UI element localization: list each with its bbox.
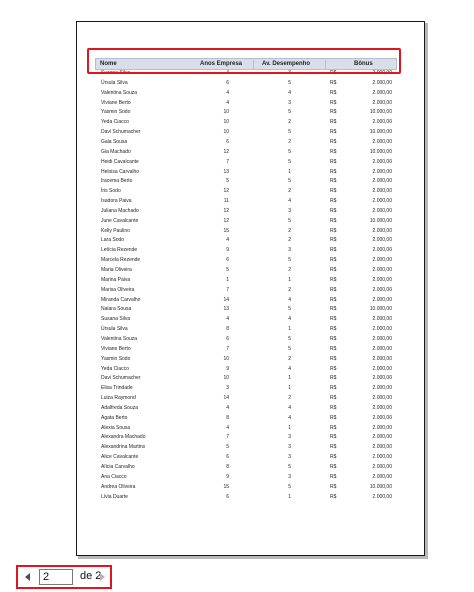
cell-bonus: 2.000,00 [372, 335, 392, 342]
cell-bonus: 2.000,00 [372, 70, 392, 76]
cell-bonus: 2.000,00 [372, 178, 392, 185]
cell-anos-empresa: 10 [223, 355, 229, 362]
cell-currency: R$ [330, 217, 337, 224]
table-row [0, 375, 474, 382]
cell-anos-empresa: 4 [226, 99, 229, 106]
cell-av-desempenho: 3 [288, 444, 291, 451]
cell-anos-empresa: 4 [226, 404, 229, 411]
cell-anos-empresa: 8 [226, 414, 229, 421]
table-row [0, 277, 474, 284]
table-row [0, 139, 474, 146]
cell-nome: Kelly Paulino [101, 227, 130, 234]
cell-anos-empresa: 6 [226, 493, 229, 500]
cell-bonus: 10.000,00 [369, 306, 392, 313]
cell-bonus: 2.000,00 [372, 434, 392, 441]
cell-nome: Alexandrina Martins [101, 444, 146, 451]
cell-currency: R$ [330, 355, 337, 362]
cell-nome: Andrea Oliveira [101, 483, 136, 490]
cell-anos-empresa: 10 [223, 109, 229, 116]
table-row [0, 316, 474, 323]
cell-bonus: 2.000,00 [372, 198, 392, 205]
cell-anos-empresa: 9 [226, 473, 229, 480]
table-row [0, 247, 474, 254]
cell-currency: R$ [330, 119, 337, 126]
cell-currency: R$ [330, 296, 337, 303]
cell-currency: R$ [330, 237, 337, 244]
cell-currency: R$ [330, 306, 337, 313]
cell-bonus: 2.000,00 [372, 158, 392, 165]
cell-currency: R$ [330, 335, 337, 342]
cell-nome: Letícia Rezende [101, 247, 138, 254]
table-row [0, 366, 474, 373]
cell-nome: Lara Sodo [101, 237, 125, 244]
table-row [0, 464, 474, 471]
cell-av-desempenho: 5 [288, 345, 291, 352]
cell-av-desempenho: 2 [288, 138, 291, 145]
cell-av-desempenho: 1 [288, 385, 291, 392]
cell-nome: Gia Machado [101, 148, 131, 155]
cell-nome: Davi Schumacher [101, 129, 141, 136]
cell-bonus: 2.000,00 [372, 355, 392, 362]
table-row [0, 494, 474, 501]
cell-anos-empresa: 14 [223, 296, 229, 303]
cell-av-desempenho: 1 [288, 326, 291, 333]
cell-nome: Alícia Carvalho [101, 464, 135, 470]
cell-bonus: 2.000,00 [372, 375, 392, 382]
cell-bonus: 2.000,00 [372, 79, 392, 86]
cell-av-desempenho: 2 [288, 119, 291, 126]
table-row [0, 385, 474, 392]
cell-bonus: 2.000,00 [372, 99, 392, 106]
cell-bonus: 2.000,00 [372, 119, 392, 126]
cell-currency: R$ [330, 267, 337, 273]
cell-bonus: 2.000,00 [372, 168, 392, 175]
cell-bonus: 2.000,00 [372, 247, 392, 254]
cell-nome: Adalfreda Souza [101, 404, 138, 411]
cell-currency: R$ [330, 70, 337, 76]
cell-nome: Viviane Berto [101, 99, 131, 106]
cell-nome: Alexandra Machado [101, 434, 146, 441]
cell-av-desempenho: 4 [288, 316, 291, 323]
cell-av-desempenho: 3 [288, 473, 291, 480]
cell-anos-empresa: 6 [226, 257, 229, 264]
cell-anos-empresa: 3 [226, 385, 229, 392]
cell-av-desempenho: 3 [288, 99, 291, 106]
cell-anos-empresa: 11 [223, 198, 229, 205]
cell-anos-empresa: 13 [223, 306, 229, 313]
cell-nome: Gala Sousa [101, 138, 128, 145]
cell-av-desempenho: 1 [288, 493, 291, 500]
cell-bonus: 2.000,00 [372, 493, 392, 500]
cell-currency: R$ [330, 345, 337, 352]
cell-currency: R$ [330, 188, 337, 195]
cell-anos-empresa: 14 [223, 395, 229, 402]
cell-bonus: 2.000,00 [372, 404, 392, 411]
cell-av-desempenho: 4 [288, 365, 291, 372]
cell-currency: R$ [330, 434, 337, 441]
cell-bonus: 2.000,00 [372, 227, 392, 234]
cell-av-desempenho: 4 [288, 296, 291, 303]
cell-av-desempenho: 3 [288, 454, 291, 461]
cell-anos-empresa: 7 [226, 345, 229, 352]
cell-anos-empresa: 4 [226, 316, 229, 323]
header-highlight-box [87, 48, 401, 74]
triangle-left-icon[interactable] [24, 572, 32, 582]
cell-nome: Yeda Ciacco [101, 365, 129, 372]
cell-av-desempenho: 4 [288, 414, 291, 421]
table-row [0, 267, 474, 274]
cell-anos-empresa: 4 [226, 89, 229, 96]
table-row [0, 425, 474, 432]
cell-anos-empresa: 7 [226, 434, 229, 441]
cell-anos-empresa: 15 [223, 483, 229, 490]
table-row [0, 395, 474, 402]
cell-av-desempenho: 5 [288, 148, 291, 155]
table-row [0, 198, 474, 205]
cell-av-desempenho: 3 [288, 207, 291, 214]
cell-av-desempenho: 2 [288, 188, 291, 195]
cell-bonus: 2.000,00 [372, 464, 392, 470]
table-row [0, 415, 474, 422]
cell-bonus: 2.000,00 [372, 454, 392, 461]
table-row [0, 119, 474, 126]
cell-currency: R$ [330, 464, 337, 470]
cell-av-desempenho: 2 [288, 267, 291, 273]
cell-nome: Marisa Oliveira [101, 286, 135, 293]
cell-currency: R$ [330, 286, 337, 293]
cell-nome: Marina Paiva [101, 276, 131, 283]
table-row [0, 149, 474, 156]
triangle-right-icon[interactable] [98, 572, 106, 582]
cell-anos-empresa: 5 [226, 178, 229, 185]
table-row [0, 169, 474, 176]
cell-bonus: 2.000,00 [372, 188, 392, 195]
cell-nome: Ana Ciacco [101, 473, 127, 480]
table-row [0, 80, 474, 87]
cell-anos-empresa: 6 [226, 79, 229, 86]
cell-anos-empresa: 12 [223, 188, 229, 195]
cell-bonus: 2.000,00 [372, 257, 392, 264]
cell-anos-empresa: 8 [226, 464, 229, 470]
cell-currency: R$ [330, 178, 337, 185]
table-row [0, 237, 474, 244]
cell-anos-empresa: 4 [226, 424, 229, 431]
cell-nome: Elisa Trindade [101, 385, 133, 392]
cell-currency: R$ [330, 257, 337, 264]
cell-bonus: 2.000,00 [372, 286, 392, 293]
cell-av-desempenho: 5 [288, 335, 291, 342]
cell-currency: R$ [330, 365, 337, 372]
cell-bonus: 10.000,00 [369, 483, 392, 490]
cell-bonus: 2.000,00 [372, 385, 392, 392]
cell-currency: R$ [330, 168, 337, 175]
cell-av-desempenho: 2 [288, 286, 291, 293]
table-row [0, 90, 474, 97]
table-row [0, 346, 474, 353]
cell-av-desempenho: 1 [288, 168, 291, 175]
cell-nome: Ágata Berto [101, 414, 128, 421]
cell-currency: R$ [330, 493, 337, 500]
table-row [0, 326, 474, 333]
cell-nome: Luiza Raymond [101, 395, 136, 402]
table-row [0, 454, 474, 461]
cell-bonus: 2.000,00 [372, 237, 392, 244]
table-row [0, 287, 474, 294]
header-av-desempenho: Av. Desempenho [262, 61, 311, 67]
cell-currency: R$ [330, 109, 337, 116]
cell-av-desempenho: 2 [288, 237, 291, 244]
cell-anos-empresa: 6 [226, 335, 229, 342]
cell-nome: June Cavalcante [101, 217, 139, 224]
cell-currency: R$ [330, 89, 337, 96]
cell-nome: Alice Cavalcante [101, 454, 139, 461]
page-navigator [16, 565, 112, 589]
cell-nome: Marcela Rezende [101, 257, 141, 264]
cell-bonus: 2.000,00 [372, 395, 392, 402]
cell-nome: Alexia Sousa [101, 424, 131, 431]
table-row [0, 356, 474, 363]
cell-nome: Nalara Sousa [101, 306, 132, 313]
header-bonus: Bônus [354, 61, 373, 67]
cell-currency: R$ [330, 326, 337, 333]
cell-av-desempenho: 4 [288, 198, 291, 205]
cell-nome: Davi Schumacher [101, 375, 141, 382]
cell-av-desempenho: 2 [288, 395, 291, 402]
cell-av-desempenho: 5 [288, 129, 291, 136]
cell-av-desempenho: 5 [288, 464, 291, 470]
cell-nome: Maria Oliveira [101, 267, 132, 273]
header-nome: Nome [100, 61, 117, 67]
cell-av-desempenho: 1 [288, 375, 291, 382]
cell-av-desempenho: 2 [288, 355, 291, 362]
cell-av-desempenho: 5 [288, 79, 291, 86]
cell-nome: Úrsula Silva [101, 326, 128, 333]
cell-currency: R$ [330, 158, 337, 165]
cell-anos-empresa: 5 [226, 444, 229, 451]
cell-currency: R$ [330, 79, 337, 86]
cell-currency: R$ [330, 414, 337, 421]
cell-anos-empresa: 12 [223, 217, 229, 224]
cell-av-desempenho: 5 [288, 306, 291, 313]
cell-av-desempenho: 5 [288, 158, 291, 165]
cell-currency: R$ [330, 375, 337, 382]
cell-bonus: 10.000,00 [369, 148, 392, 155]
cell-currency: R$ [330, 424, 337, 431]
cell-bonus: 2.000,00 [372, 276, 392, 283]
table-row [0, 257, 474, 264]
table-row [0, 129, 474, 136]
header-anos-empresa: Anos Empresa [200, 61, 243, 67]
cell-currency: R$ [330, 444, 337, 451]
cell-anos-empresa: 5 [226, 267, 229, 273]
cell-nome: Heidi Cavalcante [101, 158, 139, 165]
cell-bonus: 10.000,00 [369, 109, 392, 116]
page-count-label: de 2 [80, 570, 102, 582]
cell-av-desempenho: 5 [288, 257, 291, 264]
cell-bonus: 10.000,00 [369, 129, 392, 136]
cell-bonus: 2.000,00 [372, 345, 392, 352]
cell-av-desempenho: 3 [288, 434, 291, 441]
cell-nome: Juliana Machado [101, 207, 139, 214]
cell-anos-empresa: 10 [223, 129, 229, 136]
cell-anos-empresa: 15 [223, 227, 229, 234]
cell-currency: R$ [330, 247, 337, 254]
cell-bonus: 2.000,00 [372, 444, 392, 451]
cell-currency: R$ [330, 148, 337, 155]
table-row [0, 434, 474, 441]
table-row [0, 228, 474, 235]
cell-nome: Yasmin Sodo [101, 355, 131, 362]
cell-anos-empresa: 6 [226, 454, 229, 461]
cell-bonus: 2.000,00 [372, 414, 392, 421]
cell-bonus: 2.000,00 [372, 267, 392, 273]
cell-anos-empresa: 8 [226, 326, 229, 333]
table-row [0, 444, 474, 451]
cell-currency: R$ [330, 395, 337, 402]
cell-nome: Miranda Carvalho [101, 296, 141, 303]
cell-currency: R$ [330, 404, 337, 411]
cell-bonus: 2.000,00 [372, 326, 392, 333]
cell-nome: Yasmin Sodo [101, 109, 131, 116]
cell-currency: R$ [330, 385, 337, 392]
cell-currency: R$ [330, 207, 337, 214]
cell-nome: Susana Silva [101, 316, 131, 323]
cell-nome: Íris Sodo [101, 188, 121, 195]
cell-anos-empresa: 12 [223, 148, 229, 155]
cell-currency: R$ [330, 129, 337, 136]
cell-nome: Lívia Duarte [101, 493, 128, 500]
table-row [0, 336, 474, 343]
cell-nome: Viviane Berto [101, 345, 131, 352]
cell-bonus: 2.000,00 [372, 89, 392, 96]
cell-av-desempenho: 4 [288, 404, 291, 411]
table-row [0, 474, 474, 481]
cell-nome: Suzana Silva [101, 70, 131, 76]
cell-currency: R$ [330, 276, 337, 283]
table-row [0, 109, 474, 116]
cell-bonus: 2.000,00 [372, 473, 392, 480]
table-row [0, 297, 474, 304]
cell-av-desempenho: 5 [288, 483, 291, 490]
table-row [0, 188, 474, 195]
cell-currency: R$ [330, 483, 337, 490]
cell-bonus: 10.000,00 [369, 217, 392, 224]
cell-bonus: 2.000,00 [372, 365, 392, 372]
cell-bonus: 2.000,00 [372, 316, 392, 323]
cell-currency: R$ [330, 138, 337, 145]
cell-bonus: 2.000,00 [372, 138, 392, 145]
cell-nome: Úrsula Silva [101, 79, 128, 86]
cell-av-desempenho: 4 [288, 89, 291, 96]
table-row [0, 100, 474, 107]
cell-anos-empresa: 10 [223, 119, 229, 126]
cell-bonus: 2.000,00 [372, 296, 392, 303]
cell-av-desempenho: 3 [288, 70, 291, 76]
cell-av-desempenho: 5 [288, 178, 291, 185]
cell-nome: Valentina Souza [101, 89, 138, 96]
table-row [0, 218, 474, 225]
table-row [0, 306, 474, 313]
cell-anos-empresa: 7 [226, 286, 229, 293]
cell-anos-empresa: 13 [223, 168, 229, 175]
cell-av-desempenho: 1 [288, 424, 291, 431]
cell-currency: R$ [330, 473, 337, 480]
table-row [0, 159, 474, 166]
cell-nome: Heloisa Carvalho [101, 168, 140, 175]
cell-anos-empresa: 9 [226, 365, 229, 372]
cell-anos-empresa: 6 [226, 138, 229, 145]
cell-av-desempenho: 5 [288, 217, 291, 224]
cell-anos-empresa: 4 [226, 70, 229, 76]
table-row [0, 484, 474, 491]
cell-bonus: 2.000,00 [372, 207, 392, 214]
cell-nome: Valentina Souza [101, 335, 138, 342]
cell-av-desempenho: 1 [288, 276, 291, 283]
cell-anos-empresa: 4 [226, 237, 229, 244]
cell-anos-empresa: 7 [226, 158, 229, 165]
cell-currency: R$ [330, 99, 337, 106]
cell-av-desempenho: 2 [288, 227, 291, 234]
cell-nome: Yeda Ciacco [101, 119, 129, 126]
cell-anos-empresa: 9 [226, 247, 229, 254]
table-row [0, 208, 474, 215]
cell-nome: Iracema Berto [101, 178, 133, 185]
cell-anos-empresa: 10 [223, 375, 229, 382]
cell-nome: Isadora Paiva [101, 198, 132, 205]
cell-av-desempenho: 3 [288, 247, 291, 254]
cell-currency: R$ [330, 454, 337, 461]
cell-anos-empresa: 1 [226, 276, 229, 283]
cell-anos-empresa: 12 [223, 207, 229, 214]
cell-av-desempenho: 5 [288, 109, 291, 116]
page-shadow-bottom [78, 556, 428, 559]
cell-currency: R$ [330, 198, 337, 205]
cell-currency: R$ [330, 227, 337, 234]
cell-currency: R$ [330, 316, 337, 323]
table-row [0, 405, 474, 412]
page-number-input[interactable] [39, 569, 73, 585]
cell-bonus: 2.000,00 [372, 424, 392, 431]
table-row [0, 178, 474, 185]
